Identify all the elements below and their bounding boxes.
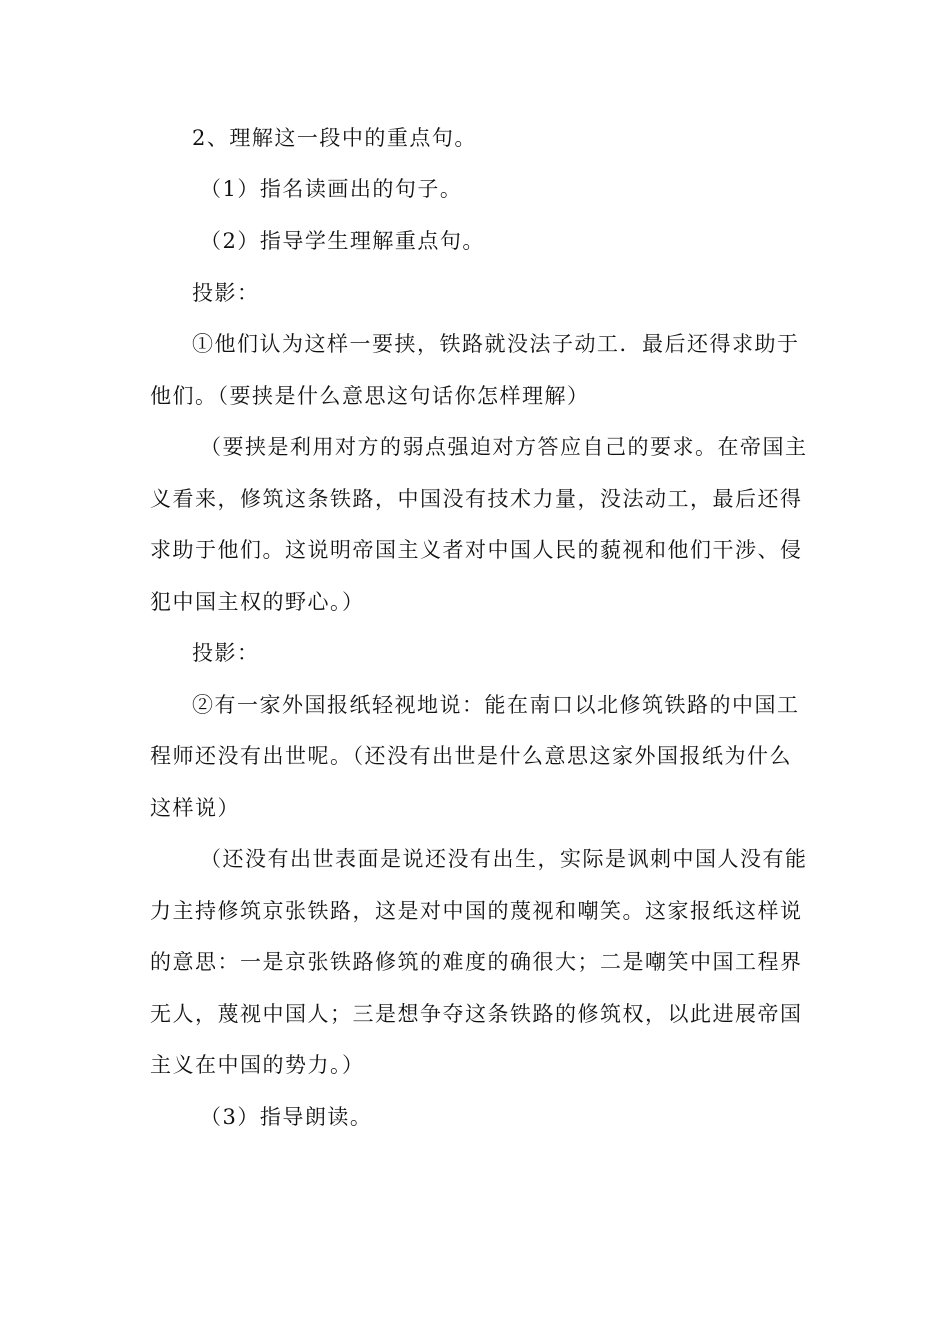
paragraph-line: 力主持修筑京张铁路，这是对中国的蔑视和嘲笑。这家报纸这样说 <box>150 899 803 923</box>
projection-label: 投影： <box>192 641 260 665</box>
paragraph-line: 程师还没有出世呢。（还没有出世是什么意思这家外国报纸为什么 <box>150 744 792 768</box>
step-1-text: （1）指名读画出的句子。 <box>200 177 463 201</box>
step-2-text: （2）指导学生理解重点句。 <box>200 229 485 253</box>
paragraph-line: 他们。（要挟是什么意思这句话你怎样理解） <box>150 384 590 408</box>
paragraph-line: 义看来，修筑这条铁路，中国没有技术力量，没法动工，最后还得 <box>150 487 803 511</box>
paragraph-line: 主义在中国的势力。） <box>150 1053 365 1077</box>
paragraph-line: ②有一家外国报纸轻视地说：能在南口以北修筑铁路的中国工 <box>192 693 800 717</box>
section-heading: 2、理解这一段中的重点句。 <box>192 126 477 150</box>
paragraph-line: 犯中国主权的野心。） <box>150 590 365 614</box>
paragraph-line: （要挟是利用对方的弱点强迫对方答应自己的要求。在帝国主 <box>200 435 808 459</box>
paragraph-line: 的意思：一是京张铁路修筑的难度的确很大；二是嘲笑中国工程界 <box>150 950 803 974</box>
paragraph-line: 这样说） <box>150 796 240 820</box>
paragraph-line: （还没有出世表面是说还没有出生，实际是讽刺中国人没有能 <box>200 847 808 871</box>
paragraph-line: 求助于他们。这说明帝国主义者对中国人民的藐视和他们干涉、侵 <box>150 538 803 562</box>
step-3-text: （3）指导朗读。 <box>200 1105 373 1129</box>
paragraph-line: ①他们认为这样一要挟，铁路就没法子动工．最后还得求助于 <box>192 332 800 356</box>
paragraph-line: 无人，蔑视中国人；三是想争夺这条铁路的修筑权，以此进展帝国 <box>150 1002 803 1026</box>
projection-label: 投影： <box>192 281 260 305</box>
